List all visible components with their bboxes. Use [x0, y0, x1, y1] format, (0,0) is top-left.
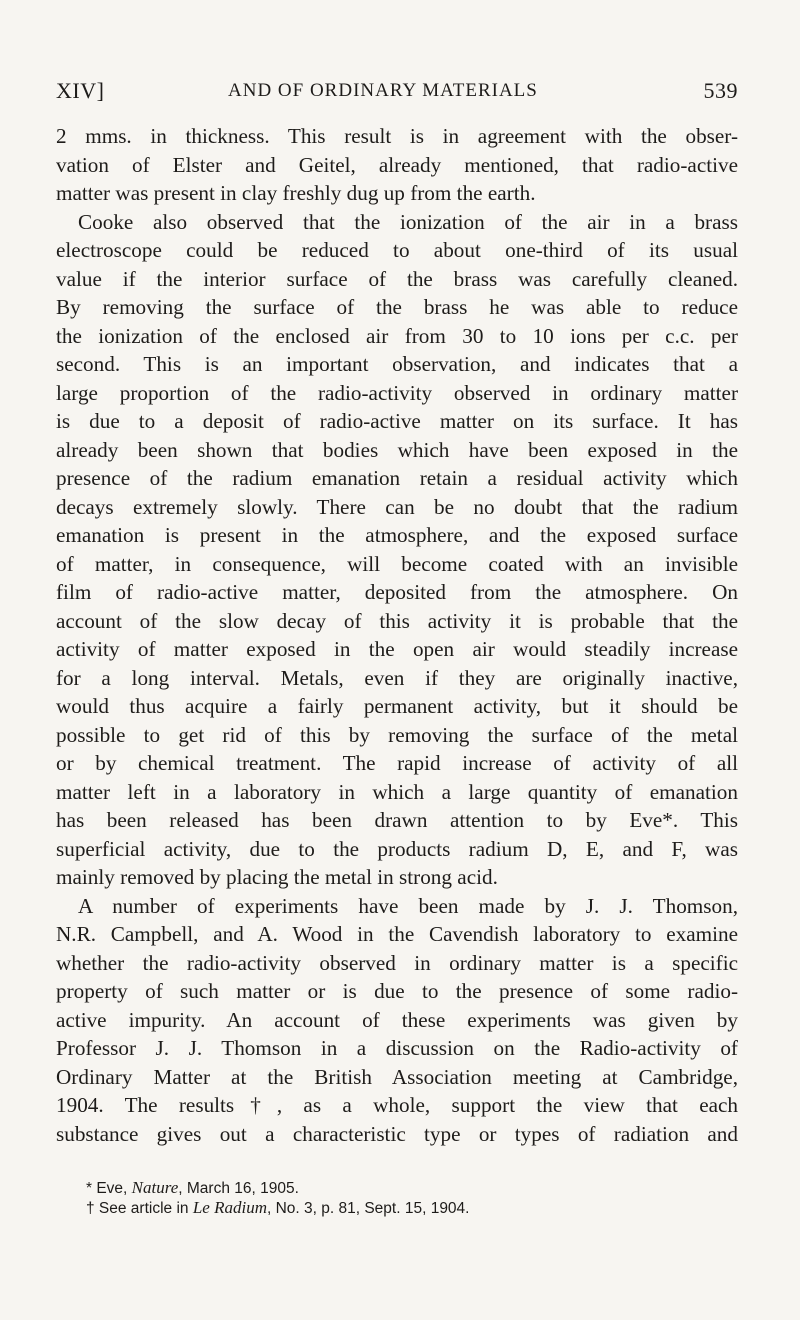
text-line: N.R. Campbell, and A. Wood in the Cavendish laboratory to examine [56, 922, 738, 946]
footnote-detail: , No. 3, p. 81, Sept. 15, 1904. [266, 1200, 470, 1217]
text-line: possible to get rid of this by removing the surface of the metal [56, 722, 738, 747]
footnote-prefix: * Eve, [86, 1180, 132, 1197]
text-line: emanation is present in the atmosphere, and the exposed surface [56, 523, 738, 547]
text-line: property of such matter or is due to the presence of some radio- [56, 979, 738, 1003]
text-line: By removing the surface of the brass he was able to reduce [56, 295, 738, 319]
text-line: electroscope could be reduced to about one-third of its usual [56, 238, 738, 262]
text-line: presence of the radium emanation retain a residual activity which [56, 466, 738, 490]
text-line: A number of experiments have been made by J. J. Thomson, [78, 893, 738, 918]
text-line: already been shown that bodies which have been exposed in the [56, 437, 738, 462]
text-line: active impurity. An account of these experiments was given by [56, 1007, 738, 1032]
footnote-eve [86, 1178, 736, 1198]
text-line: 1904. The results†, as a whole, support the view that each [56, 1093, 738, 1117]
running-title: AND OF ORDINARY MATERIALS [228, 80, 538, 101]
footnotes [86, 1178, 736, 1218]
text-line: account of the slow decay of this activity it is probable that the [56, 608, 738, 633]
page-number: 539 [703, 78, 738, 103]
text-line: of matter, in consequence, will become coated with an invisible [56, 551, 738, 576]
text-line: large proportion of the radio-activity observed in ordinary matter [56, 380, 738, 405]
text-line: matter left in a laboratory in which a large quantity of emanation [56, 779, 738, 804]
text-line: for a long interval. Metals, even if they are originally inactive, [56, 665, 738, 690]
footnote-source: Nature [131, 1178, 179, 1197]
text-line: superficial activity, due to the products radium D, E, and F, was [56, 836, 738, 861]
text-line: has been released has been drawn attention to by Eve*. This [56, 808, 738, 832]
text-line: would thus acquire a fairly permanent activity, but it should be [56, 694, 738, 718]
body-text [56, 122, 738, 1148]
text-line: 2 mms. in thickness. This result is in agreement with the obser- [56, 124, 738, 148]
footnote-prefix: † See article in [86, 1200, 193, 1217]
text-line: Professor J. J. Thomson in a discussion on the Radio-activity of [56, 1036, 738, 1060]
text-line: vation of Elster and Geitel, already mentioned, that radio-active [56, 152, 738, 177]
chapter-marker: XIV] [56, 78, 105, 103]
text-line: is due to a deposit of radio-active matter on its surface. It has [56, 409, 738, 433]
text-line: or by chemical treatment. The rapid increase of activity of all [56, 751, 738, 775]
footnote-le-radium [86, 1198, 736, 1218]
running-header [56, 78, 738, 110]
footnote-source: Le Radium [192, 1198, 267, 1217]
text-line: whether the radio-activity observed in ordinary matter is a specific [56, 950, 738, 975]
text-line: mainly removed by placing the metal in strong acid. [56, 865, 498, 889]
text-line: activity of matter exposed in the open air would steadily increase [56, 637, 738, 661]
text-line: film of radio-active matter, deposited from the atmosphere. On [56, 580, 738, 604]
text-line: decays extremely slowly. There can be no doubt that the radium [56, 494, 738, 519]
text-line: Ordinary Matter at the British Association meeting at Cambridge, [56, 1064, 738, 1089]
text-line: substance gives out a characteristic type or types of radiation and [56, 1121, 738, 1146]
text-line: value if the interior surface of the brass was carefully cleaned. [56, 266, 738, 291]
text-line: the ionization of the enclosed air from 30 to 10 ions per c.c. per [56, 323, 738, 348]
text-line: matter was present in clay freshly dug up from the earth. [56, 181, 536, 205]
footnote-detail: , March 16, 1905. [178, 1180, 299, 1197]
text-line: second. This is an important observation, and indicates that a [56, 352, 738, 376]
text-line: Cooke also observed that the ionization of the air in a brass [78, 209, 738, 234]
